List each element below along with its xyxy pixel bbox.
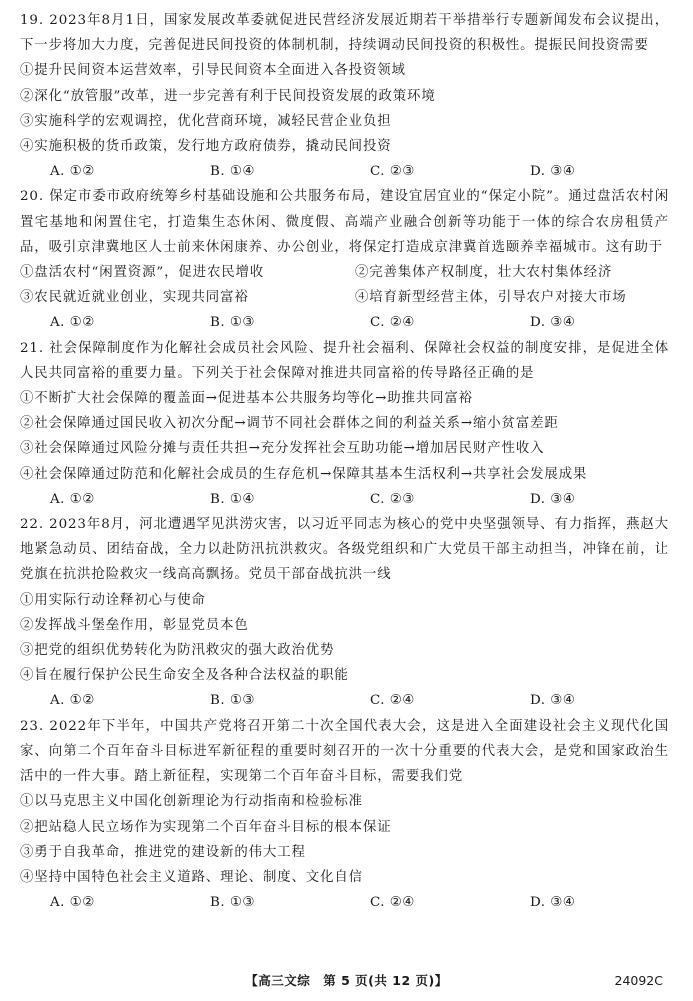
choice-b[interactable]: B. ①③ <box>210 693 255 709</box>
option-item: ③把党的组织优势转化为防汛救灾的强大政治优势 <box>20 643 335 659</box>
question-21 <box>20 336 669 512</box>
option-item: ④坚持中国特色社会主义道路、理论、制度、文化自信 <box>20 869 363 885</box>
option-grid <box>20 260 669 310</box>
answer-choices <box>20 688 669 713</box>
choice-d[interactable]: D. ③④ <box>530 491 576 507</box>
option-item: ①用实际行动诠释初心与使命 <box>20 592 206 608</box>
question-stem: 20. 保定市委市政府统筹乡村基础设施和公共服务布局，建设宜居宜业的“保定小院”。通过盘活农村闲置宅基地和闲置住宅，打造集生态休闲、微度假、高端产业融合创新等功能于一体的综合农房租赁产品，吸引京津冀地区人士前来休闲康养、办公创业，将保定打造成京津冀首选颐养幸福城市。这有助于 <box>20 189 669 255</box>
choice-d[interactable]: D. ③④ <box>530 693 576 709</box>
choice-c[interactable]: C. ②④ <box>370 315 415 331</box>
choice-b[interactable]: B. ①③ <box>210 895 255 911</box>
question-23 <box>20 714 669 916</box>
option-item: ④培育新型经营主体，引导农户对接大市场 <box>355 290 627 306</box>
choice-c[interactable]: C. ②③ <box>370 491 415 507</box>
option-item: ①以马克思主义中国化创新理论为行动指南和检验标准 <box>20 794 363 810</box>
question-stem: 19. 2023年8月1日，国家发展改革委就促进民营经济发展近期若干举措举行专题新闻发布会议提出，下一步将加大力度，完善促进民间投资的体制机制，持续调动民间投资的积极性。提振民间投资需要 <box>20 13 669 54</box>
question-stem: 23. 2022年下半年，中国共产党将召开第二十次全国代表大会，这是进入全面建设社会主义现代化国家、向第二个百年奋斗目标进军新征程的重要时刻召开的一次十分重要的代表大会，是党和国家政治生活中的一件大事。踏上新征程，实现第二个百年奋斗目标，需要我们党 <box>20 718 669 785</box>
choice-d[interactable]: D. ③④ <box>530 315 576 331</box>
question-stem: 22. 2023年8月，河北遭遇罕见洪涝灾害，以习近平同志为核心的党中央坚强领导、有力指挥，燕赵大地紧急动员、团结奋战，全力以赴防汛抗洪救灾。各级党组织和广大党员干部主动担当，冲锋在前，让党旗在抗洪抢险救灾一线高高飘扬。党员干部奋战抗洪一线 <box>20 517 669 583</box>
option-item: ④实施积极的货币政策，发行地方政府债券，撬动民间投资 <box>20 139 392 155</box>
answer-choices <box>20 159 669 184</box>
exam-code: 24092C <box>614 973 663 988</box>
choice-d[interactable]: D. ③④ <box>530 895 576 911</box>
choice-a[interactable]: A. ①② <box>50 693 95 709</box>
choice-a[interactable]: A. ①② <box>50 164 95 180</box>
question-19 <box>20 8 669 184</box>
option-item: ④社会保障通过防范和化解社会成员的生存危机→保障其基本生活权利→共享社会发展成果 <box>20 466 588 482</box>
question-stem: 21. 社会保障制度作为化解社会成员社会风险、提升社会福利、保障社会权益的制度安排，是促进全体人民共同富裕的重要力量。下列关于社会保障对推进共同富裕的传导路径正确的是 <box>20 340 669 381</box>
choice-a[interactable]: A. ①② <box>50 315 95 331</box>
choice-b[interactable]: B. ①③ <box>210 315 255 331</box>
option-item: ③勇于自我革命，推进党的建设新的伟大工程 <box>20 844 306 860</box>
choice-c[interactable]: C. ②④ <box>370 895 415 911</box>
choice-b[interactable]: B. ①④ <box>210 491 255 507</box>
option-item: ②完善集体产权制度，壮大农村集体经济 <box>355 265 613 281</box>
option-item: ③社会保障通过风险分摊与责任共担→充分发挥社会互助功能→增加居民财产性收入 <box>20 441 545 457</box>
page-footer <box>0 969 693 993</box>
choice-a[interactable]: A. ①② <box>50 895 95 911</box>
option-item: ③实施科学的宏观调控，优化营商环境，减轻民营企业负担 <box>20 113 392 129</box>
option-item: ②深化“放管服”改革，进一步完善有利于民间投资发展的政策环境 <box>20 88 436 104</box>
option-item: ①提升民间资本运营效率，引导民间资本全面进入各投资领域 <box>20 63 406 79</box>
answer-choices <box>20 310 669 335</box>
option-item: ②社会保障通过国民收入初次分配→调节不同社会群体之间的利益关系→缩小贫富差距 <box>20 416 559 432</box>
question-20 <box>20 184 669 335</box>
choice-a[interactable]: A. ①② <box>50 491 95 507</box>
option-item: ③农民就近就业创业，实现共同富裕 <box>20 290 249 306</box>
choice-c[interactable]: C. ②③ <box>370 164 415 180</box>
question-22 <box>20 512 669 714</box>
answer-choices <box>20 487 669 512</box>
choice-c[interactable]: C. ②④ <box>370 693 415 709</box>
choice-b[interactable]: B. ①④ <box>210 164 255 180</box>
option-item: ②把站稳人民立场作为实现第二个百年奋斗目标的根本保证 <box>20 819 392 835</box>
option-item: ④旨在履行保护公民生命安全及各种合法权益的职能 <box>20 668 349 684</box>
page-number-label: 【高三文综 第 5 页(共 12 页)】 <box>245 973 448 988</box>
option-item: ①盘活农村“闲置资源”，促进农民增收 <box>20 265 265 281</box>
choice-d[interactable]: D. ③④ <box>530 164 576 180</box>
option-item: ②发挥战斗堡垒作用，彰显党员本色 <box>20 617 249 633</box>
option-item: ①不断扩大社会保障的覆盖面→促进基本公共服务均等化→助推共同富裕 <box>20 391 473 407</box>
answer-choices <box>20 890 669 915</box>
